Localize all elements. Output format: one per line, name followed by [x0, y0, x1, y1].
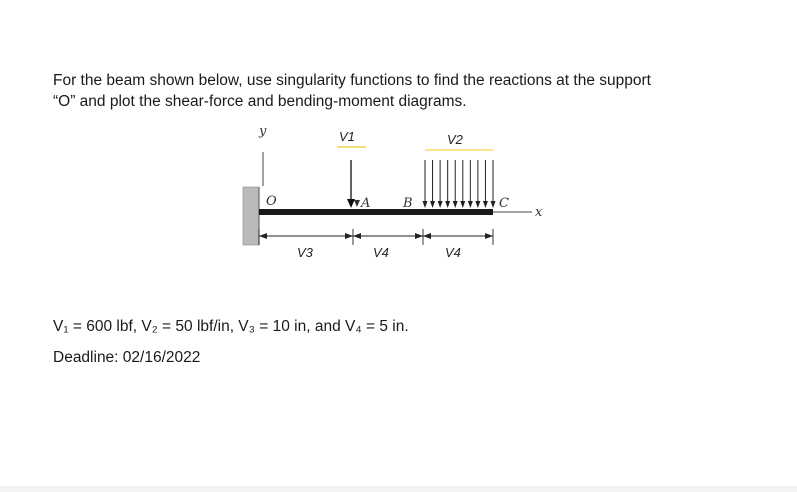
distributed-load-arrowhead — [468, 201, 473, 208]
load-v1-label: V1 — [339, 129, 355, 144]
distributed-load-arrowhead — [445, 201, 450, 208]
distributed-load-arrowhead — [423, 201, 428, 208]
problem-line-2: “O” and plot the shear-force and bending-moment diagrams. — [53, 93, 467, 110]
y-axis-label: y — [259, 124, 267, 139]
distributed-load-arrowhead — [475, 201, 480, 208]
distributed-load-arrowhead — [483, 201, 488, 208]
distributed-load-arrowhead — [460, 201, 465, 208]
dim-arrow-c-left — [485, 233, 493, 239]
dim-arrow-b-left — [415, 233, 423, 239]
load-v1-arrowhead — [347, 199, 355, 208]
distributed-load-arrowhead — [453, 201, 458, 208]
point-a-arrowhead — [354, 200, 360, 207]
point-c-label: C — [499, 196, 509, 211]
wall-support — [243, 187, 259, 245]
problem-line-1: For the beam shown below, use singularity functions to find the reactions at the support — [53, 72, 651, 89]
point-a-label: A — [361, 196, 371, 211]
dim-v4-right-label: V4 — [445, 245, 461, 260]
deadline-text: Deadline: 02/16/2022 — [53, 349, 201, 366]
dim-v4-left-label: V4 — [373, 245, 389, 260]
distributed-load-arrowhead — [491, 201, 496, 208]
point-o-label: O — [266, 194, 277, 209]
load-v2-label: V2 — [447, 132, 463, 147]
point-b-label: B — [403, 196, 413, 211]
beam — [259, 209, 493, 215]
dim-arrow-b-right — [423, 233, 431, 239]
dim-arrow-a-left — [345, 233, 353, 239]
distributed-load-arrowhead — [430, 201, 435, 208]
distributed-load-arrowhead — [438, 201, 443, 208]
dim-arrow-o-right — [259, 233, 267, 239]
given-values: V₁ = 600 lbf, V₂ = 50 lbf/in, V₃ = 10 in, and V₄ = 5 in. — [53, 318, 409, 335]
x-axis-label: x — [535, 205, 543, 220]
dim-v3-label: V3 — [297, 245, 313, 260]
distributed-load-arrows — [423, 160, 496, 208]
bottom-strip — [0, 486, 797, 492]
dim-arrow-a-right — [353, 233, 361, 239]
